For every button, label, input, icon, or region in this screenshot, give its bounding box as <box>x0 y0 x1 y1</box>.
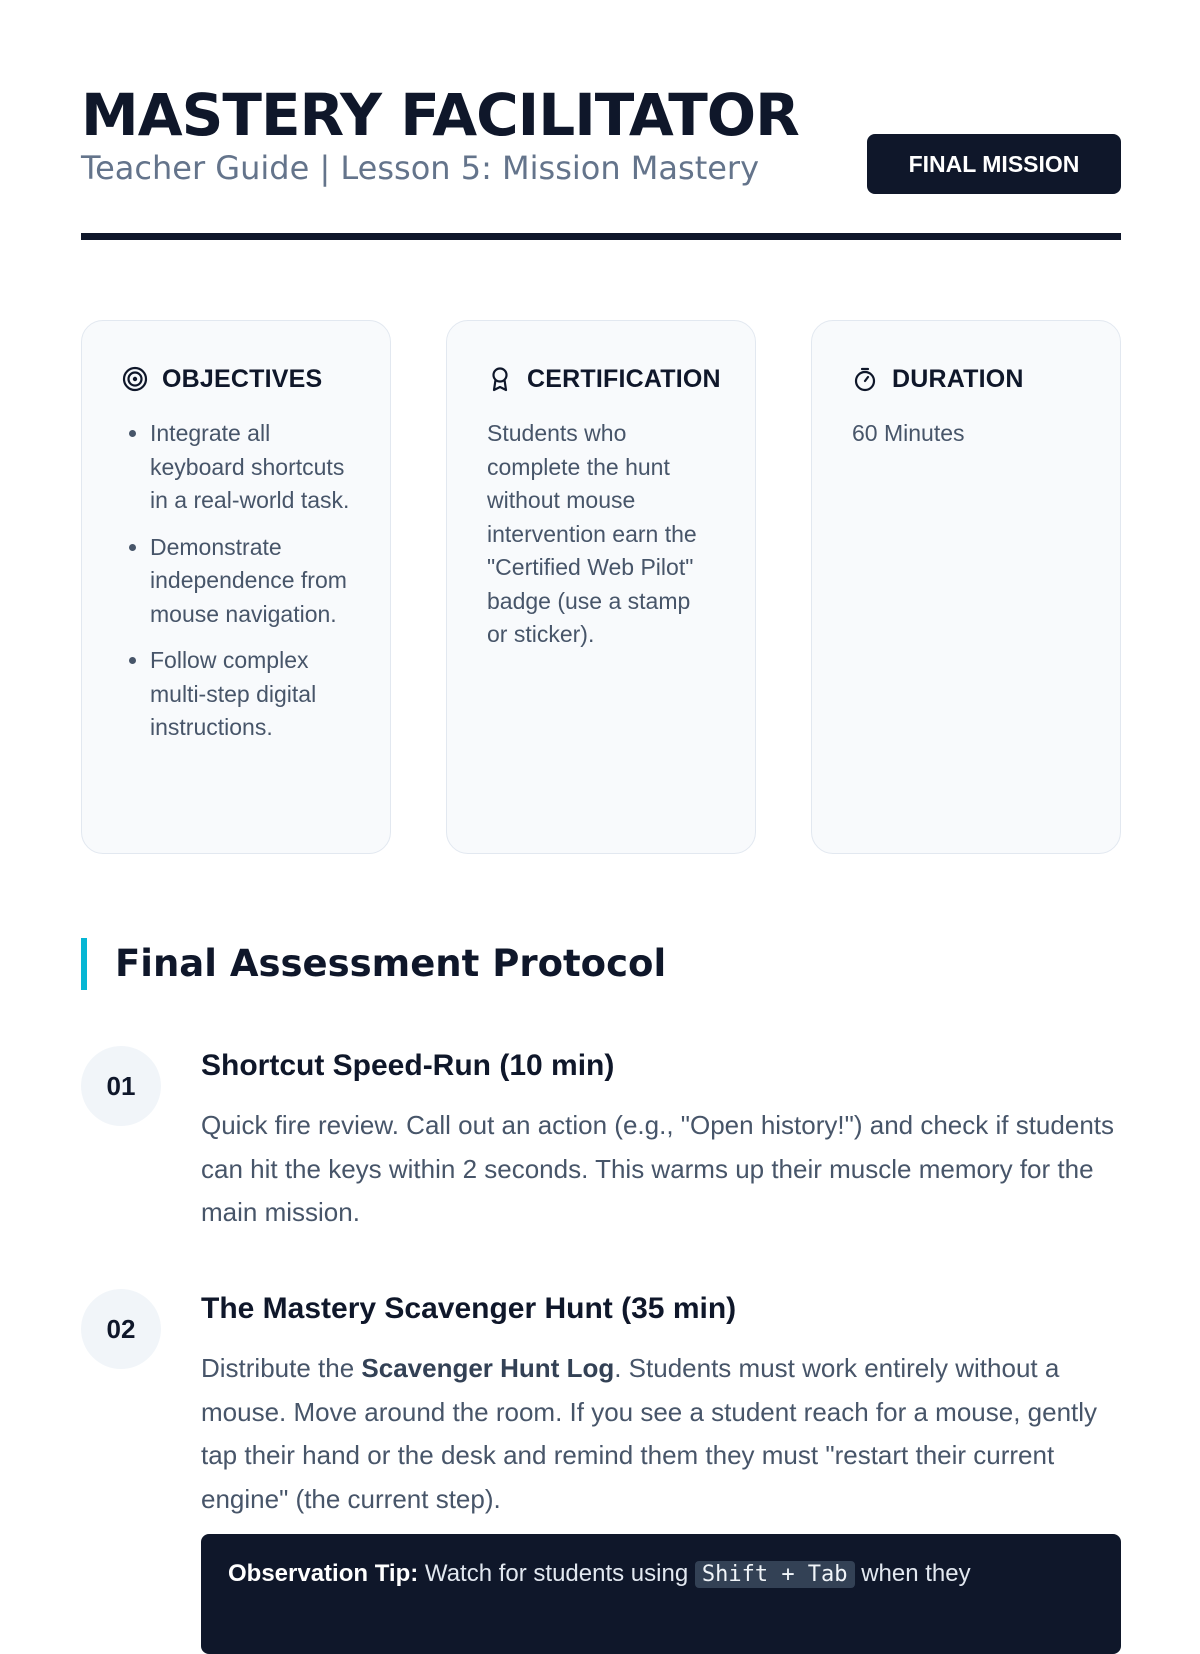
objectives-label: OBJECTIVES <box>162 364 323 393</box>
header-divider <box>81 233 1121 240</box>
shortcut-key-chip: Shift + Tab <box>695 1561 855 1588</box>
target-icon <box>122 366 148 392</box>
observation-tip-label: Observation Tip: <box>228 1560 419 1587</box>
observation-tip-box <box>201 1534 1121 1654</box>
award-ribbon-icon <box>487 366 513 392</box>
page-title: MASTERY FACILITATOR <box>81 81 799 149</box>
tip-text-segment: Watch for students using <box>418 1560 695 1587</box>
section-title: Final Assessment Protocol <box>81 938 666 990</box>
objectives-card-header <box>122 361 350 397</box>
objective-item: • Integrate all keyboard shortcuts in a real-world task. <box>150 417 350 518</box>
stopwatch-icon <box>852 366 878 392</box>
certification-card <box>446 320 756 854</box>
step-number-badge: 01 <box>81 1046 161 1126</box>
step-text-segment: . Students must work entirely without a mouse. Move around the room. If you see a student reach for a mouse, gently tap their hand or the desk and remind them they must "restart their current engine" (the current step). <box>201 1353 1098 1514</box>
page-subtitle: Teacher Guide | Lesson 5: Mission Mastery <box>81 149 760 187</box>
certification-text: Students who complete the hunt without mouse intervention earn the "Certified Web Pilot" badge (use a stamp or sticker). <box>487 420 697 647</box>
objectives-list-wrap <box>122 417 350 745</box>
objective-item: • Follow complex multi-step digital instructions. <box>150 644 350 745</box>
step-title: The Mastery Scavenger Hunt (35 min) <box>201 1292 737 1325</box>
objective-item: • Demonstrate independence from mouse navigation. <box>150 531 350 632</box>
duration-label: DURATION <box>892 364 1024 393</box>
step-number-badge: 02 <box>81 1289 161 1369</box>
info-cards <box>81 320 1121 856</box>
final-mission-badge: FINAL MISSION <box>867 134 1121 194</box>
step-title: Shortcut Speed-Run (10 min) <box>201 1049 615 1082</box>
duration-card <box>811 320 1121 854</box>
step-description: Quick fire review. Call out an action (e.g., "Open history!") and check if students can hit the keys within 2 seconds. This warms up their muscle memory for the main mission. <box>201 1110 1114 1227</box>
tip-text-segment: when they <box>854 1560 971 1587</box>
step-text-segment: Distribute the <box>201 1353 362 1383</box>
scavenger-hunt-log-emphasis: Scavenger Hunt Log <box>361 1353 615 1383</box>
page-header <box>81 80 1121 240</box>
objectives-card <box>81 320 391 854</box>
duration-card-header <box>852 361 1080 397</box>
certification-card-header <box>487 361 721 397</box>
step-description <box>201 1347 1121 1521</box>
certification-label: CERTIFICATION <box>527 364 721 393</box>
duration-text: 60 Minutes <box>852 420 965 446</box>
objectives-list <box>122 417 350 745</box>
